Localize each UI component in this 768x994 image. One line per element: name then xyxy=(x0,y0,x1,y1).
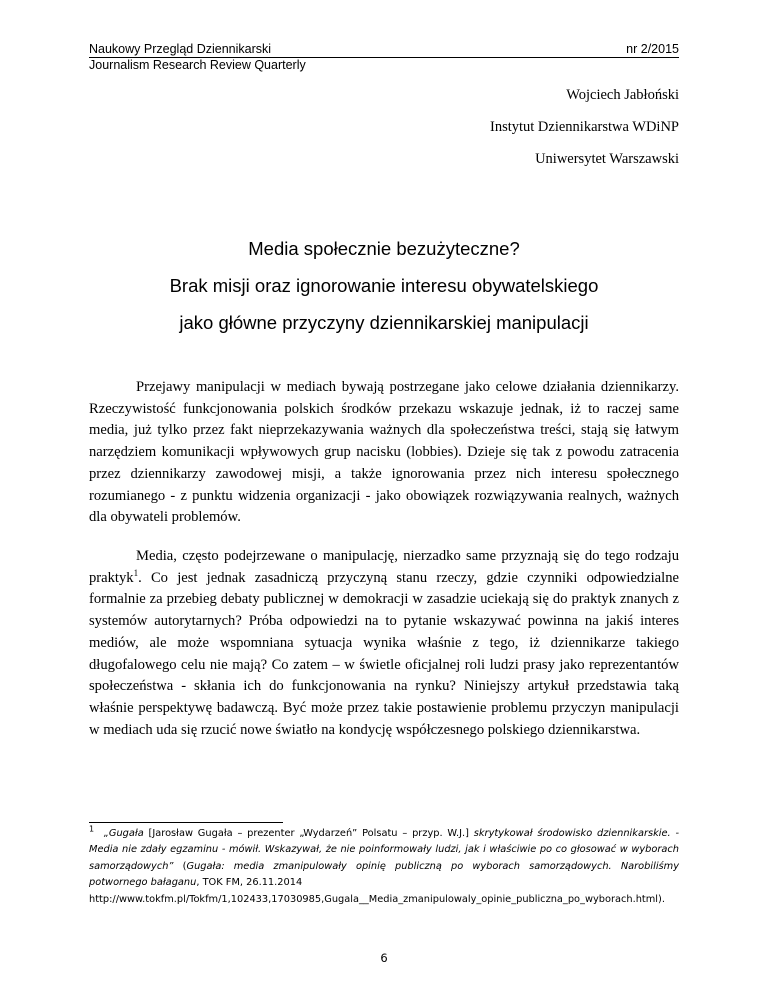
footnote-1 xyxy=(89,826,679,908)
footnote-close: ). xyxy=(658,893,665,905)
author-institute: Instytut Dziennikarstwa WDiNP xyxy=(489,119,679,135)
footnote-number: 1 xyxy=(89,824,95,834)
footnote-reference[interactable]: 1 xyxy=(133,567,139,578)
footnote-source-meta: , TOK FM, 26.11.2014 xyxy=(196,877,303,889)
paragraph-2-part-b: . Co jest jednak zasadniczą przyczyną stanu rzeczy, gdzie czynniki odpowiedzialne formalnie za przebieg debaty publicznej w demokracji w zasadzie uciekają się do praktyk znanych z systemów autorytarnych? Próba odpowiedzi na to pytanie wskazywać powinna na jakiś interes mediów, ale może wspomniana sytuacja wynika właśnie z tego, iż dziennikarze takiego długofalowego celu nie mają? Co zatem – w świetle oficjalnej roli ludzi prasy jako reprezentantów społeczeństwa - skłania ich do funkcjonowania na rynku? Niniejszy artykuł przedstawia taką właśnie perspektywę badawczą. Być może przez takie postawienie problemu przyczyn manipulacji w mediach uda się rzucić nowe światło na kondycję współczesnego polskiego dziennikarstwa. xyxy=(89,569,679,738)
body-paragraph-2-container xyxy=(89,546,679,741)
title-line-3: jako główne przyczyny dziennikarskiej manipulacji xyxy=(179,312,589,333)
footnote-separator xyxy=(89,822,283,823)
footnote-text xyxy=(89,826,679,908)
body-paragraph-1-container xyxy=(89,377,679,529)
footnote-source-open: ( xyxy=(173,860,187,872)
issue-number: nr 2/2015 xyxy=(626,42,679,56)
footnote-source-title: Gugała: media zmanipulowały opinię publiczną po wyborach samorządowych. Narobiliśmy potwornego bałaganu xyxy=(89,860,680,889)
author-university: Uniwersytet Warszawski xyxy=(535,151,679,167)
footnote-quote: skrytykował środowisko dziennikarskie. - Media nie zdały egzaminu - mówił. Wskazywał, że nie poinformowały ludzi, jak i właściwie po co głosować w wyborach samorządowych” xyxy=(89,828,679,872)
body-paragraph-2 xyxy=(89,546,679,741)
author-name: Wojciech Jabłoński xyxy=(566,87,679,103)
footnote-url-text[interactable]: http://www.tokfm.pl/Tokfm/1,102433,17030985,Gugala__Media_zmanipulowaly_opinie_publiczna_po_wyborach.html xyxy=(89,893,659,905)
title-line-1: Media społecznie bezużyteczne? xyxy=(248,238,520,259)
paragraph-2-part-a: Media, często podejrzewane o manipulację, nierzadko same przyznają się do tego rodzaju praktyk xyxy=(89,548,679,586)
footnote-source-url[interactable] xyxy=(89,892,679,908)
author-affiliation xyxy=(490,86,679,182)
body-paragraph-1: Przejawy manipulacji w mediach bywają postrzegane jako celowe działania dziennikarzy. Rzeczywistość funkcjonowania polskich środków przekazu wskazuje jednak, iż to raczej same media, już tylko przez fakt nieprzekazywania ważnych dla społeczeństwa treści, stają się łatwym narzędziem komunikacji wpływowych grup nacisku (lobbies). Dzieje się tak z powodu zatracenia przez dziennikarzy zawodowej misji, a także ignorowania przez nich interesu społecznego rozumianego - z punktu widzenia organizacji - jako obowiązek rozwiązywania realnych, ważnych dla obywateli problemów. xyxy=(89,379,679,526)
article-title xyxy=(89,237,679,348)
journal-title-en: Journalism Research Review Quarterly xyxy=(89,58,306,72)
footnote-quote-start: „Gugała xyxy=(103,828,144,839)
journal-title-pl: Naukowy Przegląd Dziennikarski xyxy=(89,42,272,56)
title-line-2: Brak misji oraz ignorowanie interesu obywatelskiego xyxy=(169,275,599,296)
page-number: 6 xyxy=(380,951,388,965)
footnote-bracket-note: [Jarosław Gugała – prezenter „Wydarzeń” Polsatu – przyp. W.J.] xyxy=(143,828,474,839)
